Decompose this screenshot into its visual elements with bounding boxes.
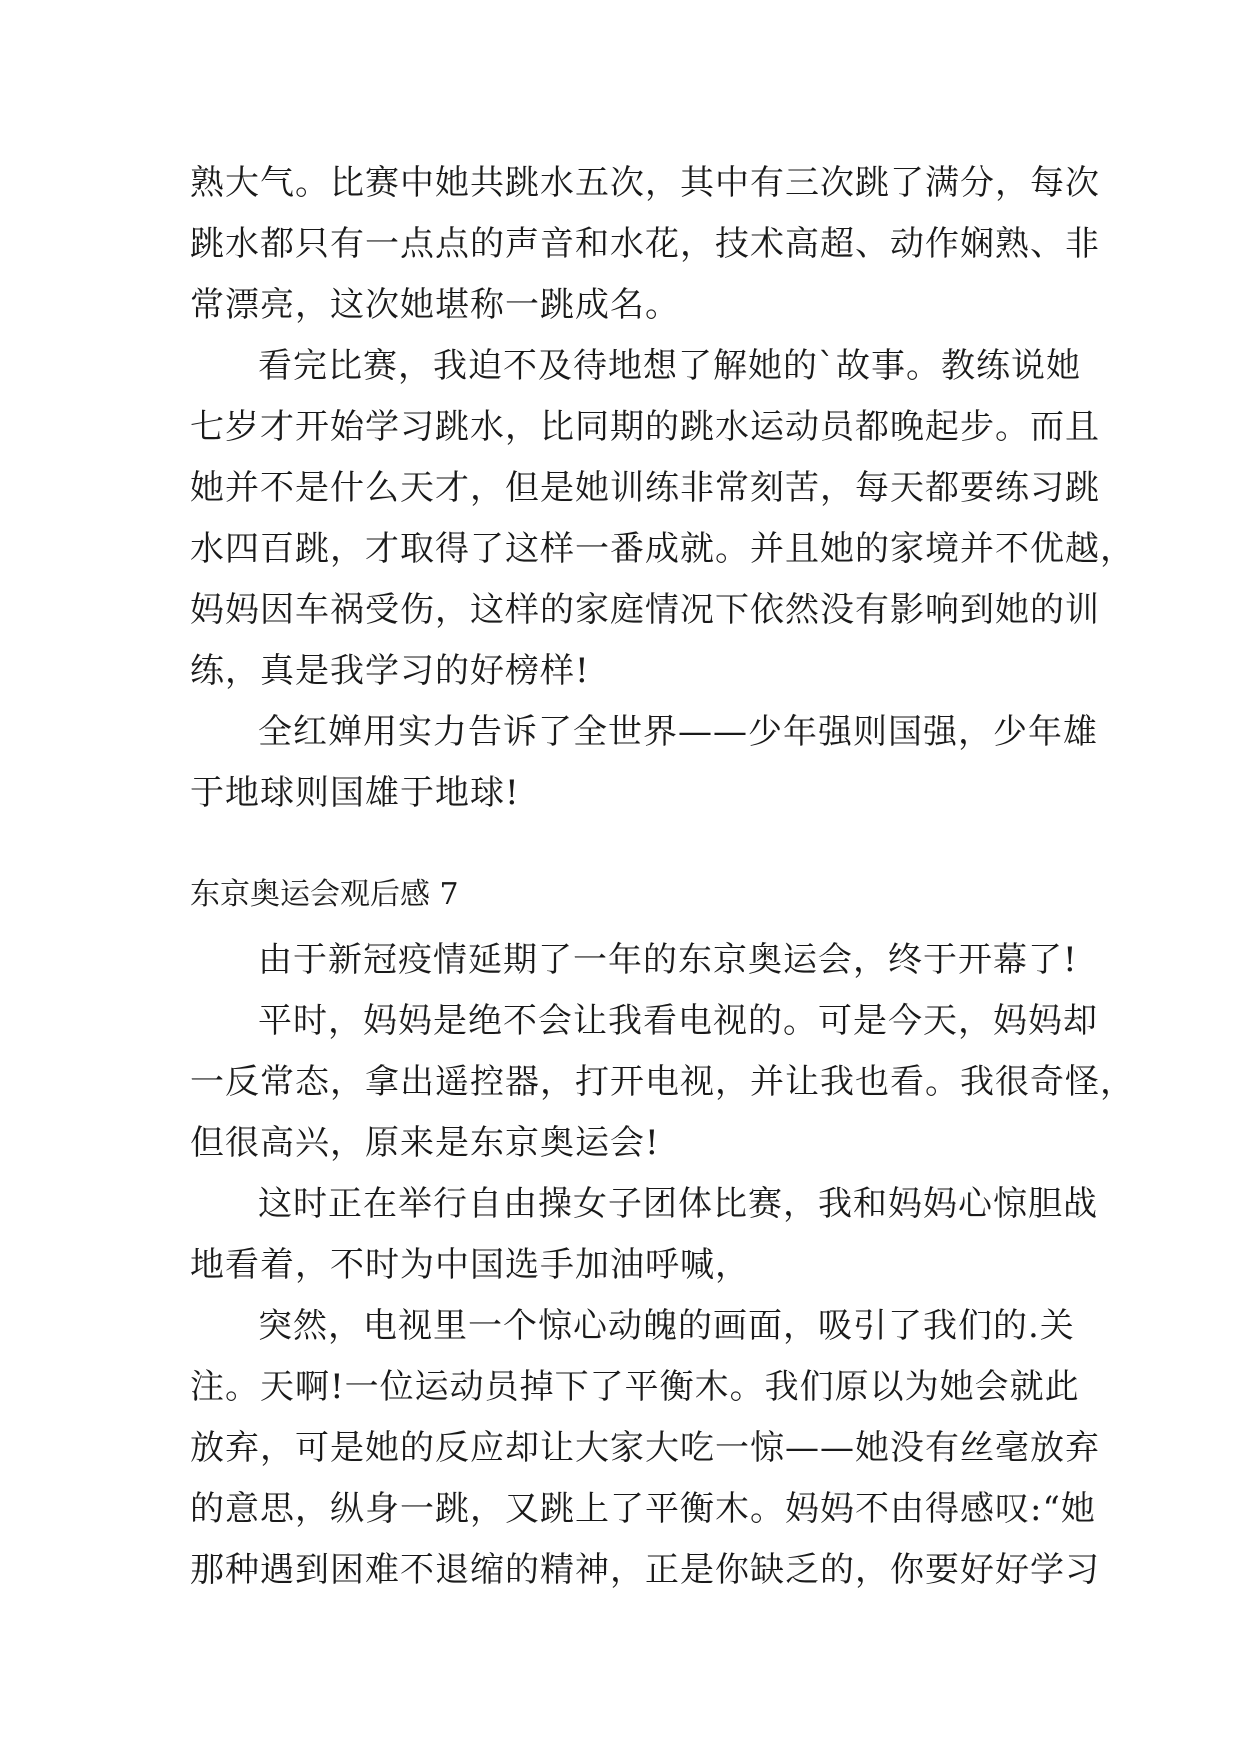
paragraph-line: 放弃，可是她的反应却让大家大吃一惊——她没有丝毫放弃 xyxy=(190,1428,1100,1468)
paragraph-line: 这时正在举行自由操女子团体比赛，我和妈妈心惊胆战 xyxy=(258,1184,1098,1224)
paragraph-line: 水四百跳，才取得了这样一番成就。并且她的家境并不优越， xyxy=(190,529,1135,569)
section-heading: 东京奥运会观后感 7 xyxy=(190,877,459,912)
paragraph-line: 但很高兴，原来是东京奥运会! xyxy=(190,1123,660,1163)
paragraph-line: 跳水都只有一点点的声音和水花，技术高超、动作娴熟、非 xyxy=(190,224,1100,264)
paragraph-line: 注。天啊!一位运动员掉下了平衡木。我们原以为她会就此 xyxy=(190,1367,1080,1407)
paragraph-line: 她并不是什么天才，但是她训练非常刻苦，每天都要练习跳 xyxy=(190,468,1100,508)
paragraph-line: 于地球则国雄于地球! xyxy=(190,773,520,813)
paragraph-line: 那种遇到困难不退缩的精神，正是你缺乏的，你要好好学习 xyxy=(190,1550,1100,1590)
paragraph-line: 突然，电视里一个惊心动魄的画面，吸引了我们的.关 xyxy=(258,1306,1075,1346)
paragraph-line: 由于新冠疫情延期了一年的东京奥运会，终于开幕了! xyxy=(258,940,1078,980)
paragraph-line: 常漂亮，这次她堪称一跳成名。 xyxy=(190,285,680,325)
paragraph-line: 平时，妈妈是绝不会让我看电视的。可是今天，妈妈却 xyxy=(258,1001,1098,1041)
paragraph-line: 地看着，不时为中国选手加油呼喊， xyxy=(190,1245,750,1285)
paragraph-line: 看完比赛，我迫不及待地想了解她的`故事。教练说她 xyxy=(258,346,1081,386)
paragraph-line: 全红婵用实力告诉了全世界——少年强则国强，少年雄 xyxy=(258,712,1098,752)
paragraph-line: 一反常态，拿出遥控器，打开电视，并让我也看。我很奇怪， xyxy=(190,1062,1135,1102)
paragraph-line: 妈妈因车祸受伤，这样的家庭情况下依然没有影响到她的训 xyxy=(190,590,1100,630)
paragraph-line: 的意思，纵身一跳，又跳上了平衡木。妈妈不由得感叹:“她 xyxy=(190,1489,1096,1529)
paragraph-line: 练，真是我学习的好榜样! xyxy=(190,651,590,691)
paragraph-line: 七岁才开始学习跳水，比同期的跳水运动员都晚起步。而且 xyxy=(190,407,1100,447)
paragraph-line: 熟大气。比赛中她共跳水五次，其中有三次跳了满分，每次 xyxy=(190,163,1100,203)
